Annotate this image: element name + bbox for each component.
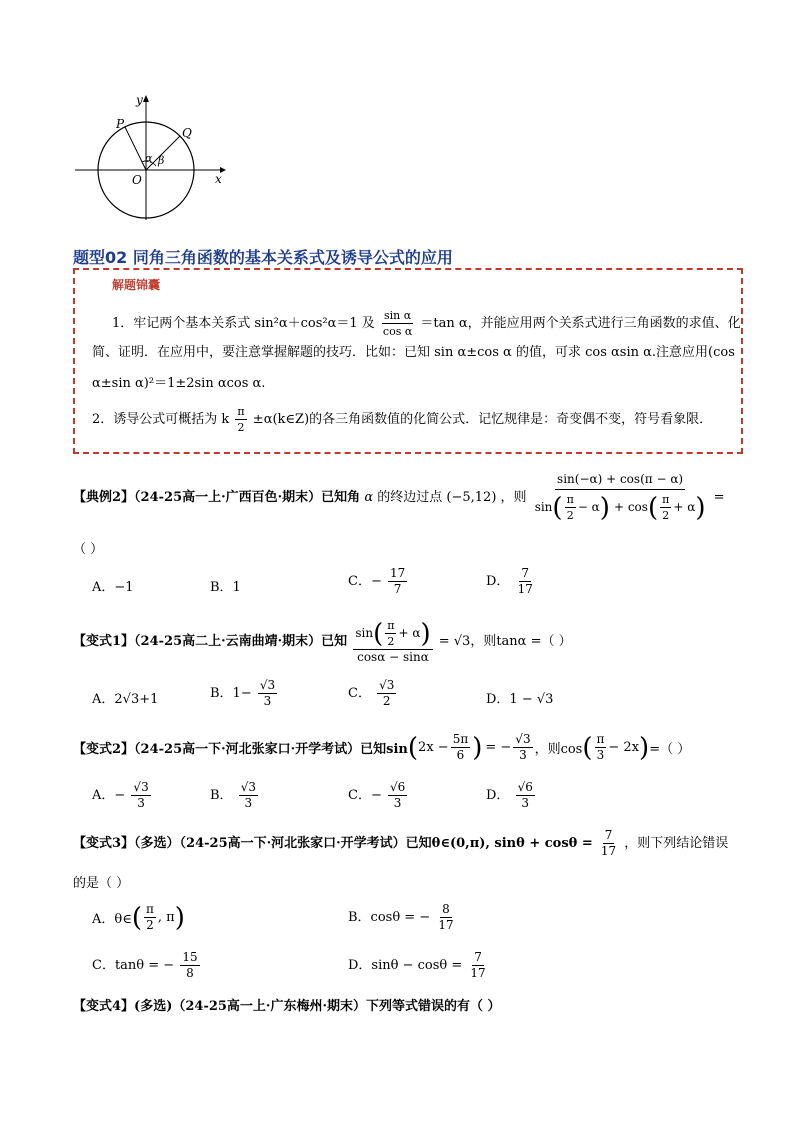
two-x-minus: 2x − xyxy=(418,740,449,755)
fraction-denominator: 3 xyxy=(263,694,272,708)
label-beta: β xyxy=(158,154,165,167)
answer-paren: （ ） xyxy=(73,542,104,557)
question-variant-3 xyxy=(73,828,728,859)
expression-fraction xyxy=(353,618,432,665)
five-pi-over-6-fraction xyxy=(451,732,471,763)
option-c xyxy=(348,780,409,811)
option-label: D． xyxy=(486,788,510,803)
equals-minus: = − xyxy=(485,740,512,755)
pi-over-2-fraction xyxy=(660,492,671,523)
fraction-numerator: 15 xyxy=(182,950,198,964)
expression-denominator: sin ( $\frac{\pi}{2}$ − α ) + cos ( $\frac{\pi}{2}$ + α ) xyxy=(534,492,706,523)
question-tail: =（ ） xyxy=(649,742,691,757)
tips-p1-line3: α±sin α)²＝1±2sin αcos α. xyxy=(92,376,266,391)
question-mid: 的终边过点 xyxy=(377,490,443,505)
section-title: 题型02 同角三角函数的基本关系式及诱导公式的应用 xyxy=(73,248,453,267)
fraction-denominator: 3 xyxy=(137,796,145,810)
question-mid: ，则cos xyxy=(534,742,583,757)
label-o: O xyxy=(132,173,142,187)
fraction-numerator: π xyxy=(146,902,154,916)
tips-paragraph-2 xyxy=(92,404,712,435)
fraction-denominator: 3 xyxy=(521,796,530,810)
option-fraction xyxy=(516,780,535,811)
fraction-numerator: π xyxy=(662,493,670,506)
label-q: Q xyxy=(182,126,192,140)
fraction-numerator: sin α xyxy=(384,309,412,322)
fraction-numerator: π xyxy=(596,732,605,746)
option-a: A．θ∈ ( $\frac{\pi}{2}$ , π ) xyxy=(92,902,185,933)
pi-over-2-fraction xyxy=(144,902,156,933)
question-head: 【变式3】（多选）（24-25高一下·河北张家口·开学考试）已知θ∈(0,π), sinθ + cosθ = xyxy=(73,836,593,851)
option-fraction xyxy=(388,566,407,597)
option-label: B．cosθ = − xyxy=(348,910,431,925)
fraction-denominator: 7 xyxy=(393,582,402,596)
fraction-numerator: √3 xyxy=(240,780,256,794)
expression-fraction xyxy=(533,472,708,523)
option-a: A．2√3+1 xyxy=(92,692,159,707)
option-b: B．1 xyxy=(210,580,241,595)
option-fraction xyxy=(239,780,258,811)
fraction-denominator: cos α xyxy=(382,325,413,338)
fraction-denominator: 2 xyxy=(382,694,391,708)
fraction-numerator: 17 xyxy=(389,566,406,580)
question-head: 【变式2】（24-25高一下·河北张家口·开学考试）已知sin xyxy=(73,742,408,757)
label-p: P xyxy=(116,117,125,131)
option-label: D． xyxy=(486,574,510,589)
value-fraction xyxy=(599,828,618,859)
fraction-numerator: 8 xyxy=(442,902,450,916)
interval-end: , π xyxy=(157,910,175,925)
option-d xyxy=(348,950,490,981)
sin-over-cos-fraction xyxy=(381,308,414,339)
question-variant-4: 【变式4】(多选)（24-25高一上·广东梅州·期末）下列等式错误的有（ ） xyxy=(73,999,501,1014)
option-label: A．θ∈ xyxy=(92,912,132,927)
option-fraction xyxy=(436,902,455,933)
plus-cos-text: + cos xyxy=(613,500,648,514)
option-fraction xyxy=(377,678,396,709)
option-c xyxy=(92,950,202,981)
fraction-denominator: 17 xyxy=(517,582,533,596)
option-fraction xyxy=(468,950,487,981)
fraction-numerator: √3 xyxy=(379,678,395,692)
sin-text: sin xyxy=(534,500,553,514)
plus-alpha: + α xyxy=(673,500,696,514)
fraction-denominator: 6 xyxy=(456,748,465,762)
question-example-2 xyxy=(73,472,725,523)
option-c xyxy=(348,678,398,709)
fraction-numerator: √3 xyxy=(515,732,531,746)
fraction-denominator: 3 xyxy=(519,748,527,762)
sin-text: sin xyxy=(355,626,374,640)
option-c xyxy=(348,566,409,597)
option-label: D．sinθ − cosθ = xyxy=(348,958,463,973)
tips-p2-text-b: ±α(k∈Z)的各三角函数值的化简公式．记忆规律是：奇变偶不变，符号看象限． xyxy=(252,412,713,427)
fraction-denominator: 17 xyxy=(600,844,617,858)
tips-paragraph-1 xyxy=(112,308,741,339)
tips-p2-text-a: 2．诱导公式可概括为 k xyxy=(92,412,230,427)
tips-label: 解题锦囊 xyxy=(112,278,161,292)
point-coordinates: (−5,12) xyxy=(446,490,497,505)
label-y: y xyxy=(136,93,143,107)
option-label: C．− xyxy=(348,574,382,589)
alpha-symbol: α xyxy=(364,490,374,505)
fraction-denominator: 8 xyxy=(186,966,194,980)
pi-over-2-fraction xyxy=(385,618,396,649)
fraction-numerator: 7 xyxy=(474,950,482,964)
option-label: B．1− xyxy=(210,686,252,701)
fraction-numerator: 7 xyxy=(521,566,530,580)
fraction-numerator: √3 xyxy=(259,678,276,692)
label-x: x xyxy=(215,172,222,186)
fraction-numerator: 5π xyxy=(452,732,469,746)
pi-over-2-fraction xyxy=(235,404,246,435)
value-fraction xyxy=(513,732,532,763)
minus-alpha: − α xyxy=(577,500,600,514)
question-variant-1 xyxy=(73,618,572,665)
fraction-numerator: √6 xyxy=(389,780,406,794)
option-b xyxy=(348,902,458,933)
option-d: D．1 − √3 xyxy=(486,692,554,707)
question-variant-2: 【变式2】（24-25高一下·河北张家口·开学考试）已知sin ( 2x − $\frac{5\pi}{6}$ ) = − $\frac{√3}{3}$ ，则cos ( $\frac{\pi}{3}$ − 2x ) =（ ） xyxy=(73,732,691,763)
tips-p1-line2: 简、证明．在应用中，要注意掌握解题的技巧．比如：已知 sin α±cos α 的值，可求 cos αsin α.注意应用(cos xyxy=(92,345,735,360)
option-label: A．− xyxy=(92,788,126,803)
question-tail: ，则下列结论错误 xyxy=(624,836,729,851)
option-a xyxy=(92,780,153,811)
y-axis-arrow xyxy=(143,95,149,102)
expression-numerator: sin ( $\frac{\pi}{2}$ + α ) xyxy=(355,618,431,649)
plus-alpha: + α xyxy=(398,626,421,640)
fraction-denominator: 2 xyxy=(146,918,154,932)
fraction-numerator: π xyxy=(237,405,245,418)
fraction-numerator: √6 xyxy=(517,780,533,794)
option-fraction xyxy=(388,780,407,811)
option-fraction xyxy=(516,566,535,597)
fraction-denominator: 3 xyxy=(244,796,253,810)
label-alpha: α xyxy=(145,152,153,165)
fraction-numerator: π xyxy=(566,493,574,506)
fraction-denominator: 17 xyxy=(438,918,454,932)
expression-denominator: cosα − sinα xyxy=(357,650,429,664)
fraction-denominator: 2 xyxy=(237,421,245,434)
fraction-numerator: 7 xyxy=(604,828,613,842)
pi-over-3-fraction xyxy=(595,732,607,763)
question-line2: 的是（ ） xyxy=(73,876,130,891)
question-tail: = √3，则tanα =（ ） xyxy=(438,634,572,649)
ray-op xyxy=(125,127,146,170)
question-head: 【变式1】（24-25高二上·云南曲靖·期末）已知 xyxy=(73,634,348,649)
option-d xyxy=(486,566,537,597)
fraction-denominator: 2 xyxy=(566,509,574,522)
fraction-denominator: 3 xyxy=(393,796,402,810)
fraction-numerator: π xyxy=(387,619,395,632)
option-label: C．tanθ = − xyxy=(92,958,175,973)
fraction-denominator: 2 xyxy=(387,635,395,648)
option-label: C． xyxy=(348,686,371,701)
fraction-numerator: √3 xyxy=(133,780,149,794)
option-fraction xyxy=(180,950,199,981)
option-label: B． xyxy=(210,788,233,803)
minus-two-x: − 2x xyxy=(608,740,640,755)
fraction-denominator: 2 xyxy=(662,509,670,522)
option-fraction xyxy=(131,780,150,811)
fraction-denominator: 3 xyxy=(596,748,605,762)
option-d xyxy=(486,780,537,811)
expression-numerator: sin(−α) + cos(π − α) xyxy=(555,472,685,490)
option-a: A．−1 xyxy=(92,580,134,595)
tips-p1-text-a: 1．牢记两个基本关系式 sin²α＋cos²α＝1 及 xyxy=(112,316,375,331)
tips-p1-text-b: ＝tan α，并能应用两个关系式进行三角函数的求值、化 xyxy=(420,316,741,331)
option-b xyxy=(210,678,279,709)
question-then: ，则 xyxy=(500,490,527,505)
option-b xyxy=(210,780,260,811)
equals-sign: = xyxy=(713,490,725,505)
option-label: C．− xyxy=(348,788,382,803)
option-fraction xyxy=(258,678,277,709)
question-head: 【典例2】（24-25高一上·广西百色·期末）已知角 xyxy=(73,490,361,505)
fraction-denominator: 17 xyxy=(470,966,486,980)
unit-circle-figure xyxy=(70,90,230,225)
pi-over-2-fraction xyxy=(565,492,576,523)
